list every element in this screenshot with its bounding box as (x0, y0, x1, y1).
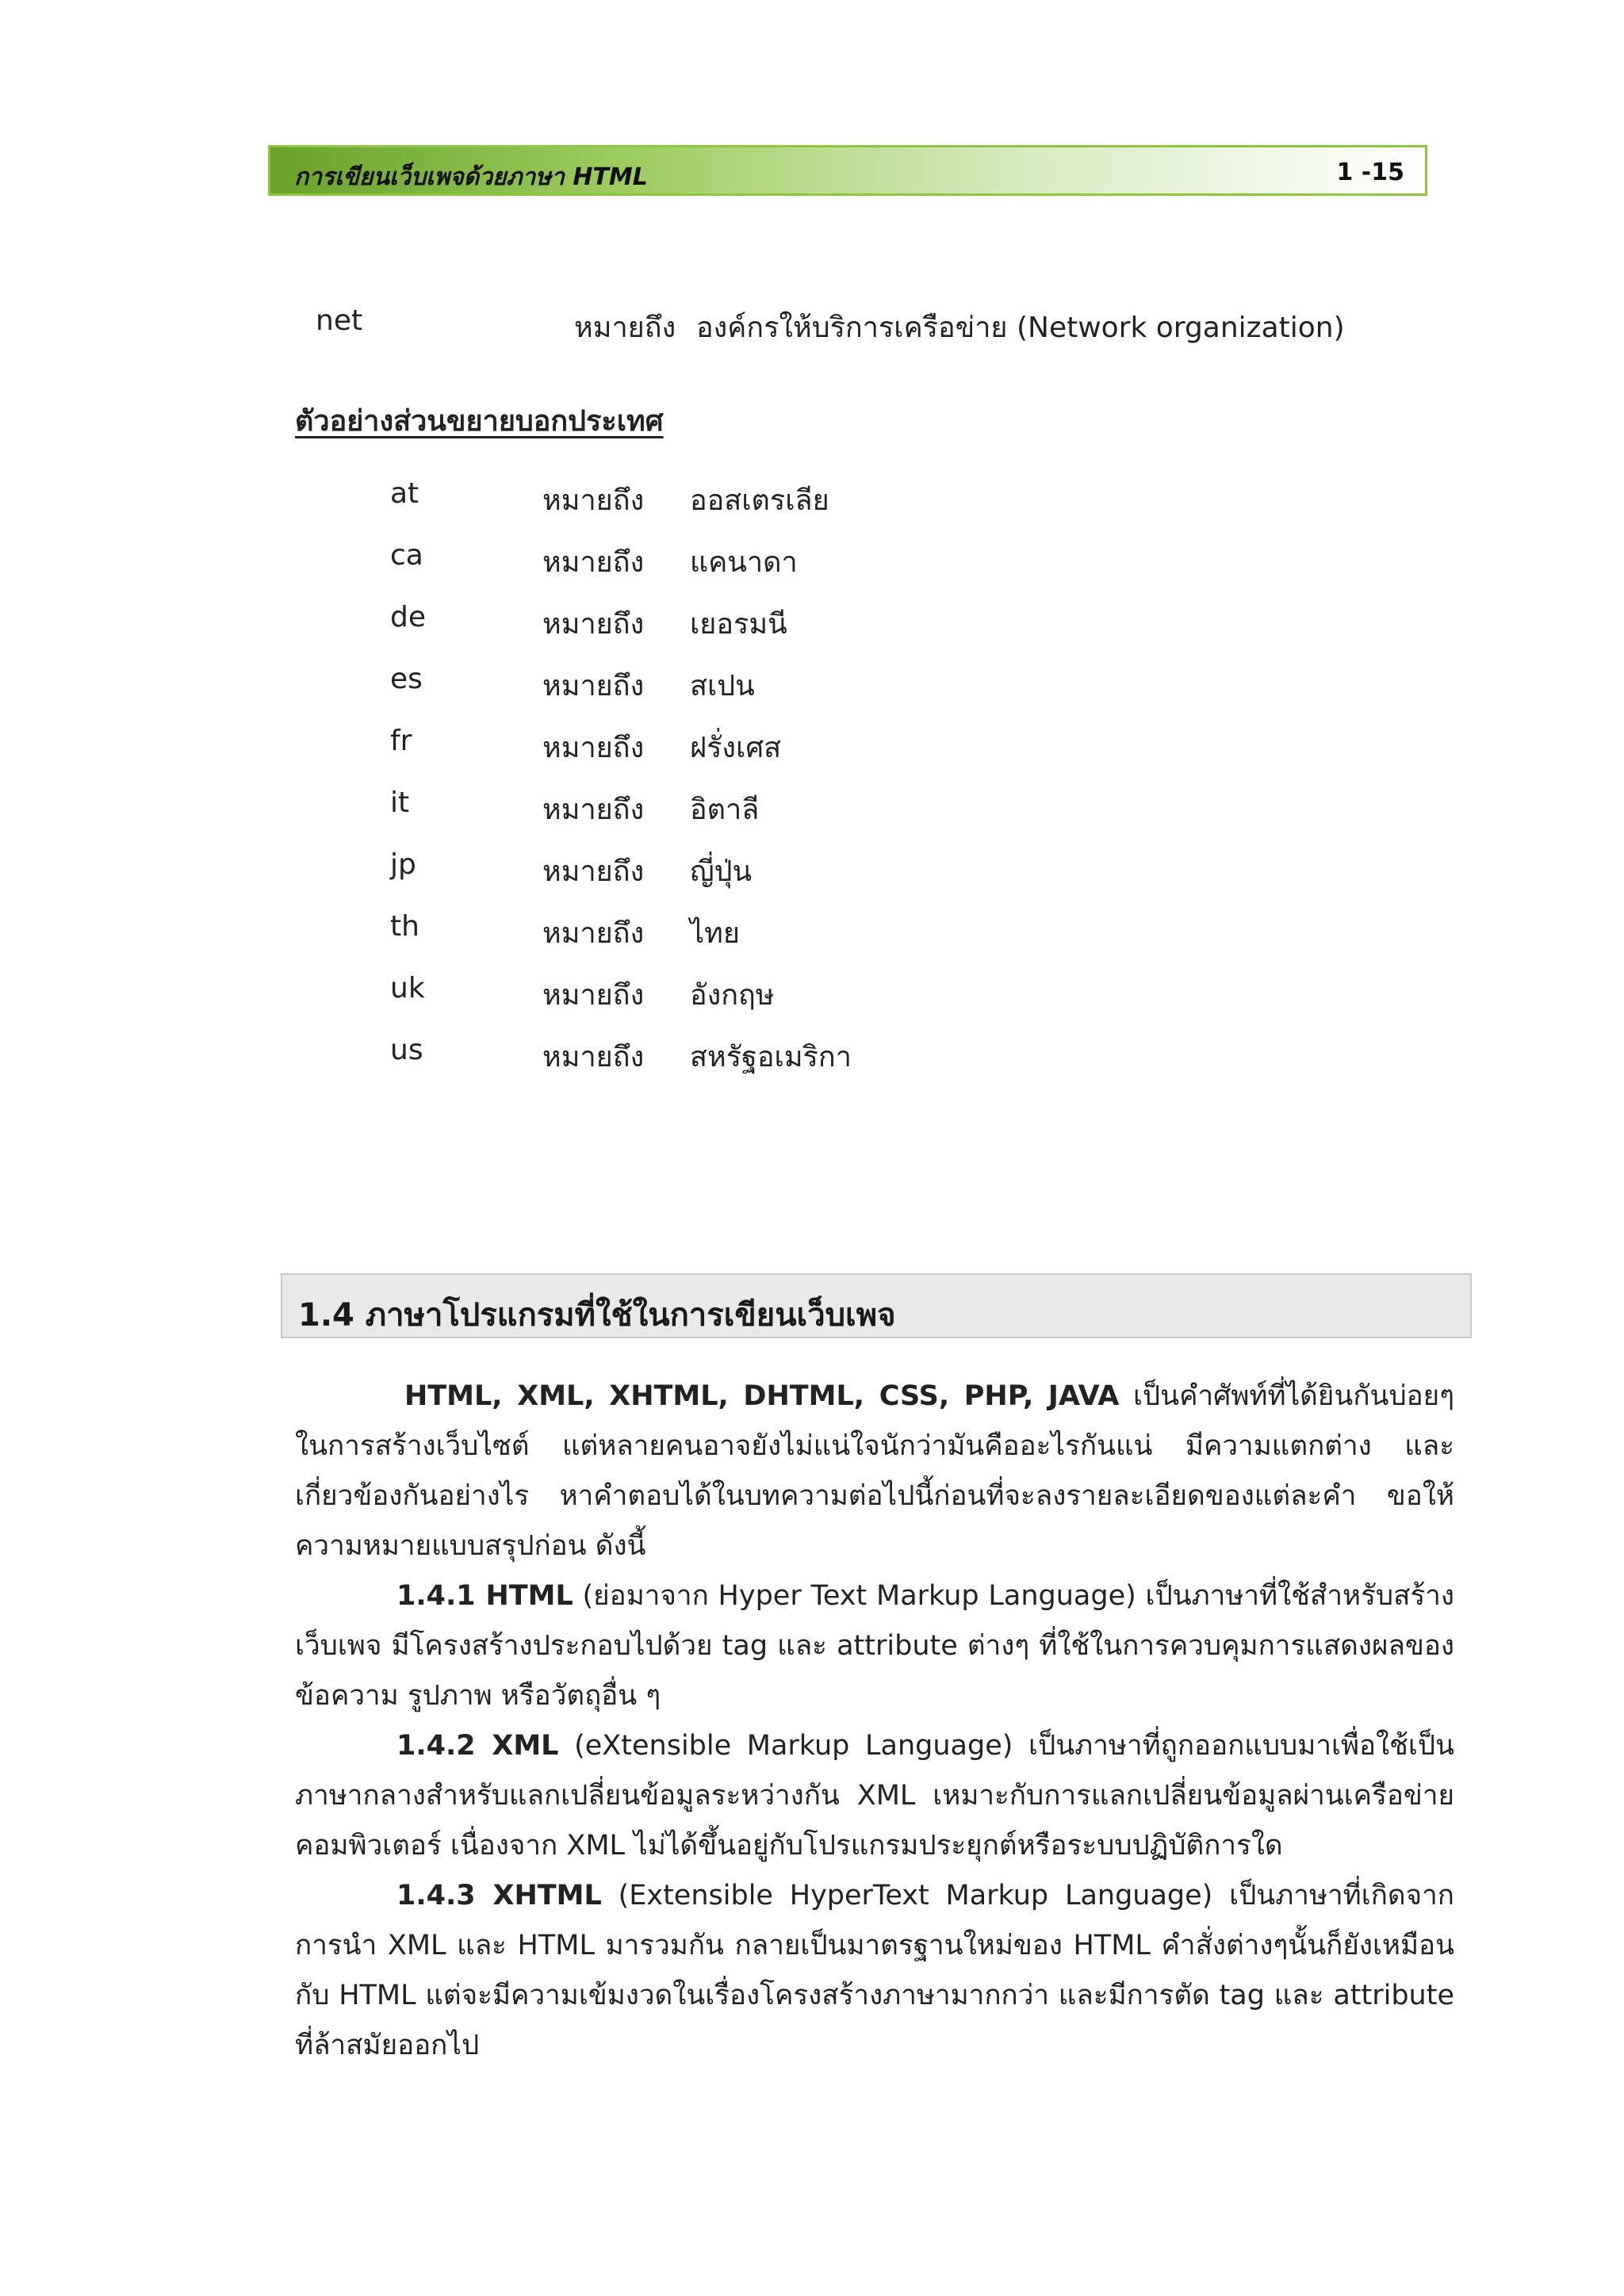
country-code: ca (390, 539, 423, 572)
country-name: แคนาดา (690, 546, 798, 579)
header-title: การเขียนเว็บเพจด้วยภาษา HTML (294, 163, 648, 191)
item-label: 1.4.2 XML (396, 1730, 559, 1762)
country-meaning: หมายถึง (542, 1041, 645, 1073)
country-meaning: หมายถึง (542, 670, 645, 702)
country-code: uk (390, 972, 425, 1004)
section-title: 1.4 ภาษาโปรแกรมที่ใช้ในการเขียนเว็บเพจ (298, 1297, 896, 1334)
intro-text: เป็นคำศัพท์ที่ได้ยินกันบ่อยๆ ในการสร้างเว็บไซต์ แต่หลายคนอาจยังไม่แน่ใจนักว่ามันคืออะไรกันแน่ มีความแตกต่าง และเกี่ยวข้องกันอย่างไร หาคำตอบได้ในบทความต่อไปนี้ก่อนที่จะลงรายละเอียดของแต่ละคำ ขอให้ความหมายแบบสรุปก่อน ดังนี้ (295, 1380, 1454, 1562)
net-code: net (316, 304, 363, 337)
paragraph-xhtml (295, 1871, 1454, 2071)
section-heading-box (281, 1273, 1472, 1338)
country-meaning: หมายถึง (542, 608, 645, 641)
country-code: at (390, 477, 419, 510)
country-code: es (390, 663, 423, 695)
country-meaning: หมายถึง (542, 732, 645, 764)
country-meaning: หมายถึง (542, 794, 645, 826)
paragraph-html (295, 1571, 1454, 1721)
country-code: th (390, 910, 419, 943)
net-description: องค์กรให้บริการเครือข่าย (Network organization) (696, 312, 1345, 344)
country-code: de (390, 601, 426, 633)
country-code: us (390, 1034, 423, 1066)
item-text: (ย่อมาจาก Hyper Text Markup Language) เป็นภาษาที่ใช้สำหรับสร้างเว็บเพจ มีโครงสร้างประกอบไปด้วย tag และ attribute ต่างๆ ที่ใช้ในการควบคุมการแสดงผลของข้อความ รูปภาพ หรือวัตถุอื่น ๆ (295, 1580, 1454, 1712)
running-header (268, 145, 1427, 196)
country-name: ญี่ปุ่น (690, 855, 753, 888)
section-body (295, 1372, 1454, 2071)
country-name: ออสเตรเลีย (690, 484, 829, 517)
country-name: เยอรมนี (690, 608, 787, 641)
item-label: 1.4.1 HTML (396, 1580, 573, 1612)
country-name: ไทย (690, 917, 740, 950)
page-number: 1 -15 (1336, 159, 1404, 186)
item-label: 1.4.3 XHTML (396, 1880, 602, 1911)
country-meaning: หมายถึง (542, 979, 645, 1012)
intro-keywords: HTML, XML, XHTML, DHTML, CSS, PHP, JAVA (404, 1380, 1120, 1412)
country-code: it (390, 786, 410, 819)
country-meaning: หมายถึง (542, 855, 645, 888)
country-meaning: หมายถึง (542, 917, 645, 950)
country-code: fr (390, 725, 412, 757)
intro-paragraph (295, 1372, 1454, 1571)
country-code: jp (390, 848, 416, 881)
country-name: อังกฤษ (690, 979, 775, 1012)
country-name: สหรัฐอเมริกา (690, 1041, 852, 1073)
paragraph-xml (295, 1721, 1454, 1871)
country-heading: ตัวอย่างส่วนขยายบอกประเทศ (295, 405, 664, 438)
net-meaning: หมายถึง (574, 312, 676, 344)
country-meaning: หมายถึง (542, 546, 645, 579)
country-name: สเปน (690, 670, 755, 702)
country-meaning: หมายถึง (542, 484, 645, 517)
country-name: อิตาลี (690, 794, 760, 826)
item-text: (eXtensible Markup Language) เป็นภาษาที่ถูกออกแบบมาเพื่อใช้เป็นภาษากลางสำหรับแลกเปลี่ยนข้อมูลระหว่างกัน XML เหมาะกับการแลกเปลี่ยนข้อมูลผ่านเครือข่ายคอมพิวเตอร์ เนื่องจาก XML ไม่ได้ขึ้นอยู่กับโปรแกรมประยุกต์หรือระบบปฏิบัติการใด (295, 1730, 1455, 1862)
item-text: (Extensible HyperText Markup Language) เป็นภาษาที่เกิดจากการนำ XML และ HTML มารวมกัน กลายเป็นมาตรฐานใหม่ของ HTML คำสั่งต่างๆนั้นก็ยังเหมือนกับ HTML แต่จะมีความเข้มงวดในเรื่องโครงสร้างภาษามากกว่า และมีการตัด tag และ attribute ที่ล้าสมัยออกไป (295, 1880, 1454, 2061)
country-name: ฝรั่งเศส (690, 732, 782, 764)
